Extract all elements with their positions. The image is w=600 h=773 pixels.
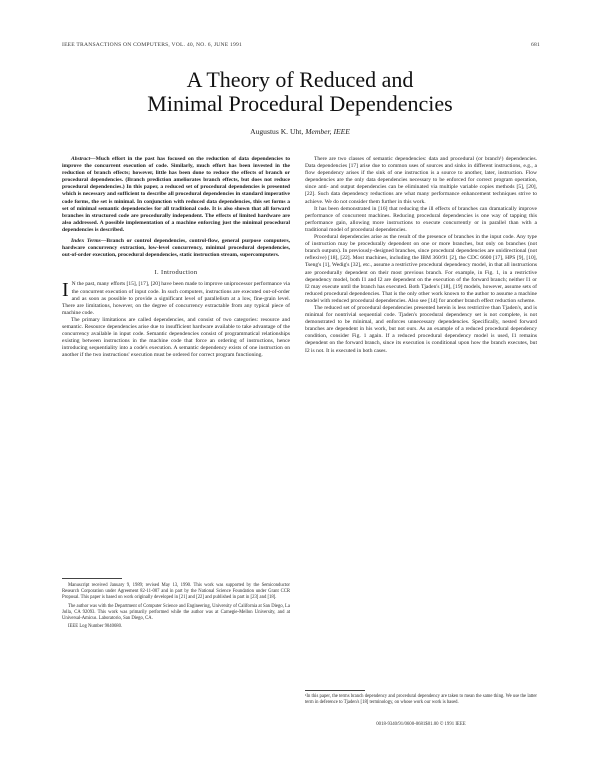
intro-paragraph-2: The primary limitations are called dependencies, and consist of two categories: resource and semantic. Resource dependencies arise due to insufficient hardware available to take advantage of the concurrency available in input code. Semantic dependencies consist of programmatical relationships existing between instructions in the machine code that force an ordering of instructions, hence introducing sequentiality into a code's execution. A semantic dependency exists of one instruction on another if the two instructions' execution must be ordered for correct program functioning. xyxy=(62,316,290,359)
abstract xyxy=(62,156,290,234)
left-column xyxy=(62,156,290,359)
footnote-block xyxy=(62,583,290,630)
footnote-rule xyxy=(62,578,122,579)
section-heading-introduction: I. Introduction xyxy=(154,269,198,277)
right-footnotes xyxy=(305,690,537,706)
index-terms-text: Branch or control dependencies, control-flow, general purpose computers, hardware concurrency extraction, low-level concurrency, minimal procedural dependencies, out-of-order execution, procedural dependencies, static instruction stream, supercomputers. xyxy=(62,238,290,259)
abstract-text: Much effort in the past has focused on the reduction of data dependencies to improve the concurrent execution of code. Similarly, much effort has been invested in the reduction of branch effects; however, little has been done to reduce the effects of branch or procedural dependencies. (Branch prediction ameliorates branch effects, but does not reduce procedural dependencies.) In this paper, a reduced set of procedural dependencies is presented which is necessary and sufficient to describe all procedural dependencies in standard imperative code forms, the set is minimal. In conjunction with reduced data dependencies, this set forms a set of minimal semantic dependencies for all traditional code. It is also shown that all forward branches in structured code are procedurally independent. The effects of limited hardware are also addressed. A possible implementation of a machine enforcing just the minimal procedural dependencies is described. xyxy=(62,156,290,233)
author-line xyxy=(40,127,560,136)
footnote-rule-right xyxy=(305,690,365,691)
right-paragraph-2: It has been demonstrated in [16] that reducing the ill effects of branches can dramatically improve performance of concurrent machines. Reducing procedural dependencies is one way of tapping this performance gain, allowing more instructions to execute concurrently or in parallel than with a traditional model of procedural dependencies. xyxy=(305,205,537,233)
title-line-2: Minimal Procedural Dependencies xyxy=(147,91,453,116)
running-head xyxy=(62,42,540,52)
page-number: 681 xyxy=(531,42,540,48)
title-line-1: A Theory of Reduced and xyxy=(186,67,414,92)
index-terms-label: Index Terms— xyxy=(71,238,107,245)
branch-footnote: ¹In this paper, the terms branch dependency and procedural dependency are taken to mean the same thing. We use the latter term in deference to Tjaden's [18] terminology, on whose work our work is based. xyxy=(305,694,537,706)
right-paragraph-1: There are two classes of semantic dependencies: data and procedural (or branch¹) dependencies. Data dependencies [17] arise due to common uses of sources and sinks in different instructions, e.g., a flow dependency arises if the sink of one instruction is a source to another, later, instruction. Flow dependencies are the only data dependencies necessary to be enforced for correct program operation, since anti- and output dependencies can be eliminated via multiple variable copies methods [5], [20], [22]. Such data dependency reductions are what many performance enhancement techniques strive to achieve. We do not consider them further in this work. xyxy=(305,156,537,205)
right-column xyxy=(305,156,537,355)
ieee-log-number: IEEE Log Number 9040680. xyxy=(68,624,123,630)
left-footnotes xyxy=(62,578,290,632)
intro-p1-text: N the past, many efforts [15], [17], [20] have been made to improve uniprocessor performance via the concurrent execution of input code. In such computers, instructions are executed out-of-order and as soon as possible to provide a significant level of parallelism at a low, fine-grain level. There are limitations, however, on the degree of concurrency extractable from any typical piece of machine code. xyxy=(62,281,290,316)
author-role: Member, IEEE xyxy=(305,127,350,136)
index-terms xyxy=(62,238,290,259)
affiliation-note: The author was with the Department of Computer Science and Engineering, University of California at San Diego, La Jolla, CA 92093. This work was primarily performed while the author was at Carnegie-Mellon University, and at Universal-Amicus. Laboratorio, San Diego, CA. xyxy=(62,603,290,622)
paper-title xyxy=(40,68,560,116)
journal-header: IEEE TRANSACTIONS ON COMPUTERS, VOL. 40, NO. 6, JUNE 1991 xyxy=(62,42,242,48)
abstract-label: Abstract— xyxy=(71,156,96,162)
drop-cap: I xyxy=(62,279,69,302)
manuscript-note: Manuscript received January 9, 1989; revised May 13, 1990. This work was supported by the Semiconductor Research Corporation under Agreement 82-11-007 and in part by the National Science Foundation under Grant CCR Proposal. This paper is based on work originally developed in [21] and [22] and published in part in [23] and [18]. xyxy=(62,583,290,601)
intro-paragraph-1 xyxy=(62,281,290,316)
right-paragraph-4: The reduced set of procedural dependencies presented herein is less restrictive than Tjaden's, and is minimal for nontrivial sequential code. Tjaden's procedural dependency set is not complete, is not demonstrated to be minimal, and enforces unnecessary dependencies. Specifically, nested forward branches are dependent in his work, but not ours. As an example of a reduced procedural dependency condition, consider Fig. 1 again. If a reduced procedural dependency model is used, I1 remains dependent on the forward branch, since its execution is conditional upon how the branch executes, but I2 is not. It is executed in both cases. xyxy=(305,304,537,354)
right-paragraph-3: Procedural dependencies arise as the result of the presence of branches in the input code. Any type of instruction may be procedurally dependent on one or more branches, but only on branches (not branch outputs). In previously-designed branches, since procedural dependencies are unidirectional (not reflexive) [18], [22]. Most machines, including the IBM 360/91 [2], the CDC 6600 [17], HPS [9], [10], Tseng's [1], Wedig's [32], etc., assume a restrictive procedural dependency model, in that all instructions are procedurally dependent on their most previous branch. For example, in Fig. 1, in a restrictive dependency model, both I1 and I2 are dependent on the execution of the forward branch; neither I1 or I2 may execute until the branch has executed. Both Tjaden's [18], [19] models, however, assume sets of reduced procedural dependencies. That is the only other work known to the author to assume a machine model with reduced procedural dependencies. Also see [14] for another branch effect reduction scheme. xyxy=(305,234,537,304)
author-name: Augustus K. Uht, xyxy=(250,127,304,136)
copyright-footer: 0018-9340/91/0600-0681$01.00 © 1991 IEEE xyxy=(376,722,466,727)
